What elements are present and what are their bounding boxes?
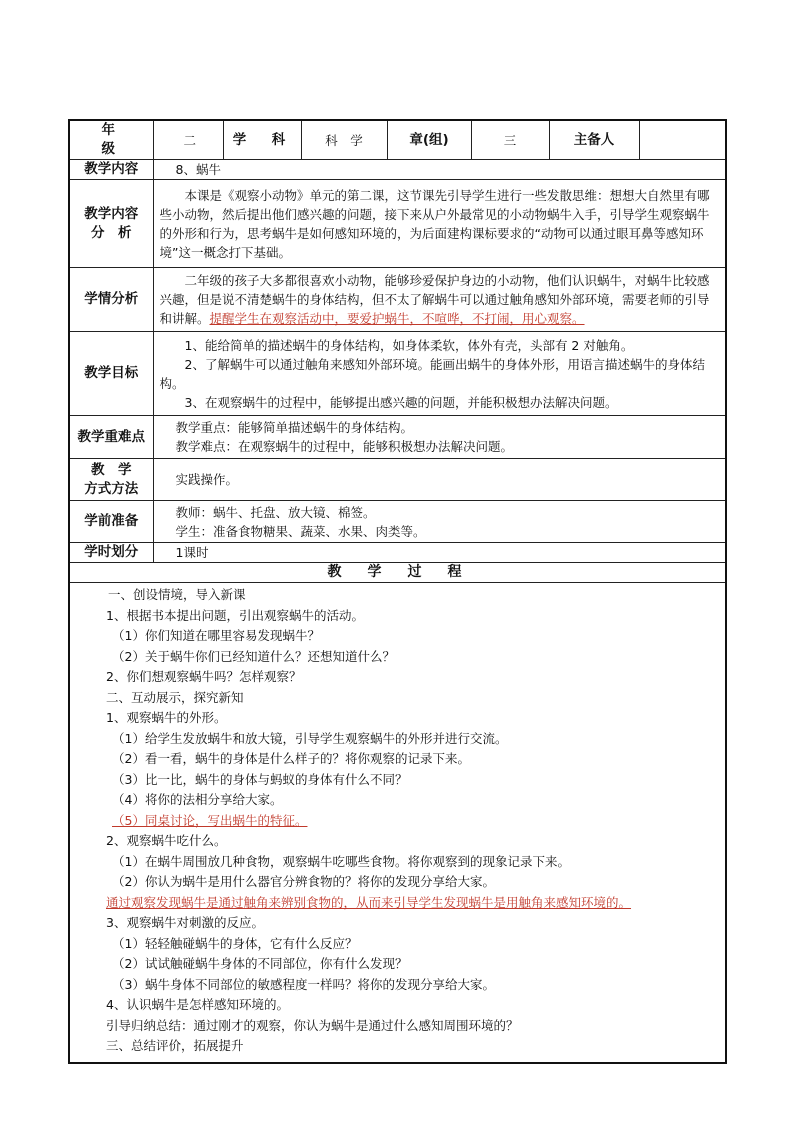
process-title: 教 学 过 程 [69, 563, 726, 583]
process-line: 二、互动展示，探究新知 [106, 689, 244, 705]
students-paragraph [160, 271, 720, 328]
grade-label: 年 级 [69, 120, 153, 160]
process-line: （1）在蜗牛周围放几种食物，观察蜗牛吃哪些食物。将你观察到的现象记录下来。 [112, 853, 570, 869]
process-line-highlight: 通过观察发现蜗牛是通过触角来辨别食物的，从而来引导学生发现蜗牛是用触角来感知环境的。 [106, 894, 632, 910]
process-line: 2、你们想观察蜗牛吗？怎样观察？ [106, 669, 302, 684]
content-label: 教学内容 [69, 160, 153, 180]
goals-row [69, 332, 726, 416]
process-line: （1）你们知道在哪里容易发现蜗牛？ [112, 628, 320, 643]
process-line: （1）轻轻触碰蜗牛的身体，它有什么反应？ [112, 935, 358, 951]
analysis-row [69, 180, 726, 268]
goal-item-3: 3、在观察蜗牛的过程中，能够提出感兴趣的问题，并能积极想办法解决问题。 [184, 394, 618, 410]
keypoints-label: 教学重难点 [69, 416, 153, 459]
process-line: 2、观察蜗牛吃什么。 [106, 833, 227, 848]
process-line: 4、认识蜗牛是怎样感知环境的。 [106, 997, 289, 1012]
methods-row [69, 459, 726, 501]
process-line: （4）将你的法相分享给大家。 [112, 792, 283, 807]
goal-item-1: 1、能给简单的描述蜗牛的身体结构，如身体柔软，体外有壳，头部有 2 对触角。 [184, 337, 634, 353]
keypoints-focus: 教学重点：能够简单描述蜗牛的身体结构。 [175, 420, 414, 435]
chapter-value: 三 [471, 120, 549, 160]
process-row [69, 583, 726, 1063]
process-body [69, 583, 726, 1063]
subject-label: 学 科 [223, 120, 301, 160]
process-line: 一、创设情境，导入新课 [108, 587, 246, 602]
prep-label: 学前准备 [69, 501, 153, 543]
process-line: （2）试试触碰蜗牛身体的不同部位，你有什么发现？ [112, 956, 408, 971]
lead-label: 主备人 [549, 120, 639, 160]
students-highlight: 提醒学生在观察活动中，要爱护蜗牛，不喧哗，不打闹，用心观察。 [209, 311, 585, 326]
students-cell [153, 268, 726, 332]
process-line: （1）给学生发放蜗牛和放大镜，引导学生观察蜗牛的外形并进行交流。 [112, 730, 508, 746]
prep-cell [153, 501, 726, 543]
chapter-label: 章(组) [387, 120, 471, 160]
analysis-label [69, 180, 153, 268]
methods-value: 实践操作。 [153, 459, 726, 501]
process-line: 3、观察蜗牛对刺激的反应。 [106, 915, 264, 930]
goal-item-2: 2、了解蜗牛可以通过触角来感知外部环境。能画出蜗牛的身体外形，用语言描述蜗牛的身体结构。 [159, 356, 705, 391]
methods-label [69, 459, 153, 501]
keypoints-cell [153, 416, 726, 459]
prep-teacher: 教师：蜗牛、托盘、放大镜、棉签。 [175, 504, 376, 520]
process-line-highlight: （5）同桌讨论，写出蜗牛的特征。 [112, 812, 308, 828]
process-line: 1、观察蜗牛的外形。 [106, 710, 227, 725]
students-text: 二年级的孩子大多都很喜欢小动物，能够珍爱保护身边的小动物，他们认识蜗牛，对蜗牛比较感兴趣，但是说不清楚蜗牛的身体结构，但不太了解蜗牛可以通过触角感知外部环境，需要老师的引导和讲解。 [159, 273, 710, 326]
students-label: 学情分析 [69, 268, 153, 332]
process-line: 1、根据书本提出问题，引出观察蜗牛的活动。 [106, 607, 364, 623]
hours-value: 1课时 [153, 543, 726, 563]
goals-label: 教学目标 [69, 332, 153, 416]
process-title-row [69, 563, 726, 583]
students-row [69, 268, 726, 332]
process-line: （2）关于蜗牛你们已经知道什么？还想知道什么？ [112, 648, 395, 664]
content-value: 8、蜗牛 [153, 160, 726, 180]
process-line: （2）你认为蜗牛是用什么器官分辨食物的？将你的发现分享给大家。 [112, 874, 495, 889]
process-line: 三、总结评价，拓展提升 [106, 1038, 244, 1053]
process-line: （3）比一比，蜗牛的身体与蚂蚁的身体有什么不同？ [112, 771, 408, 787]
subject-value: 科 学 [301, 120, 387, 160]
process-line: （3）蜗牛身体不同部位的敏感程度一样吗？将你的发现分享给大家。 [112, 976, 495, 992]
prep-student: 学生：准备食物糖果、蔬菜、水果、肉类等。 [175, 523, 426, 539]
header-row [69, 120, 726, 160]
grade-value: 二 [153, 120, 223, 160]
hours-label: 学时划分 [69, 543, 153, 563]
analysis-cell [153, 180, 726, 268]
lead-value [639, 120, 726, 160]
prep-row [69, 501, 726, 543]
lesson-plan-table [68, 119, 727, 1064]
keypoints-row [69, 416, 726, 459]
process-line: （2）看一看，蜗牛的身体是什么样子的？将你观察的记录下来。 [112, 751, 470, 766]
goals-cell [153, 332, 726, 416]
analysis-label-line-2: 分 析 [91, 224, 132, 241]
keypoints-difficulty: 教学难点：在观察蜗牛的过程中，能够积极想办法解决问题。 [175, 439, 514, 454]
methods-label-line-2: 方式方法 [84, 480, 139, 497]
methods-label-line-1: 教 学 [91, 461, 132, 478]
process-line: 引导归纳总结：通过刚才的观察，你认为蜗牛是通过什么感知周围环境的？ [106, 1017, 519, 1033]
analysis-label-line-1: 教学内容 [84, 205, 139, 222]
hours-row [69, 543, 726, 563]
content-row [69, 160, 726, 180]
analysis-text: 本课是《观察小动物》单元的第二课，这节课先引导学生进行一些发散思维：想想大自然里有哪些小动物，然后提出他们感兴趣的问题，接下来从户外最常见的小动物蜗牛入手，引导学生观察蜗牛的外形和行为，思考蜗牛是如何感知环境的，为后面建构课标要求的“动物可以通过眼耳鼻等感知环境”这一概念打下基础。 [159, 187, 710, 260]
